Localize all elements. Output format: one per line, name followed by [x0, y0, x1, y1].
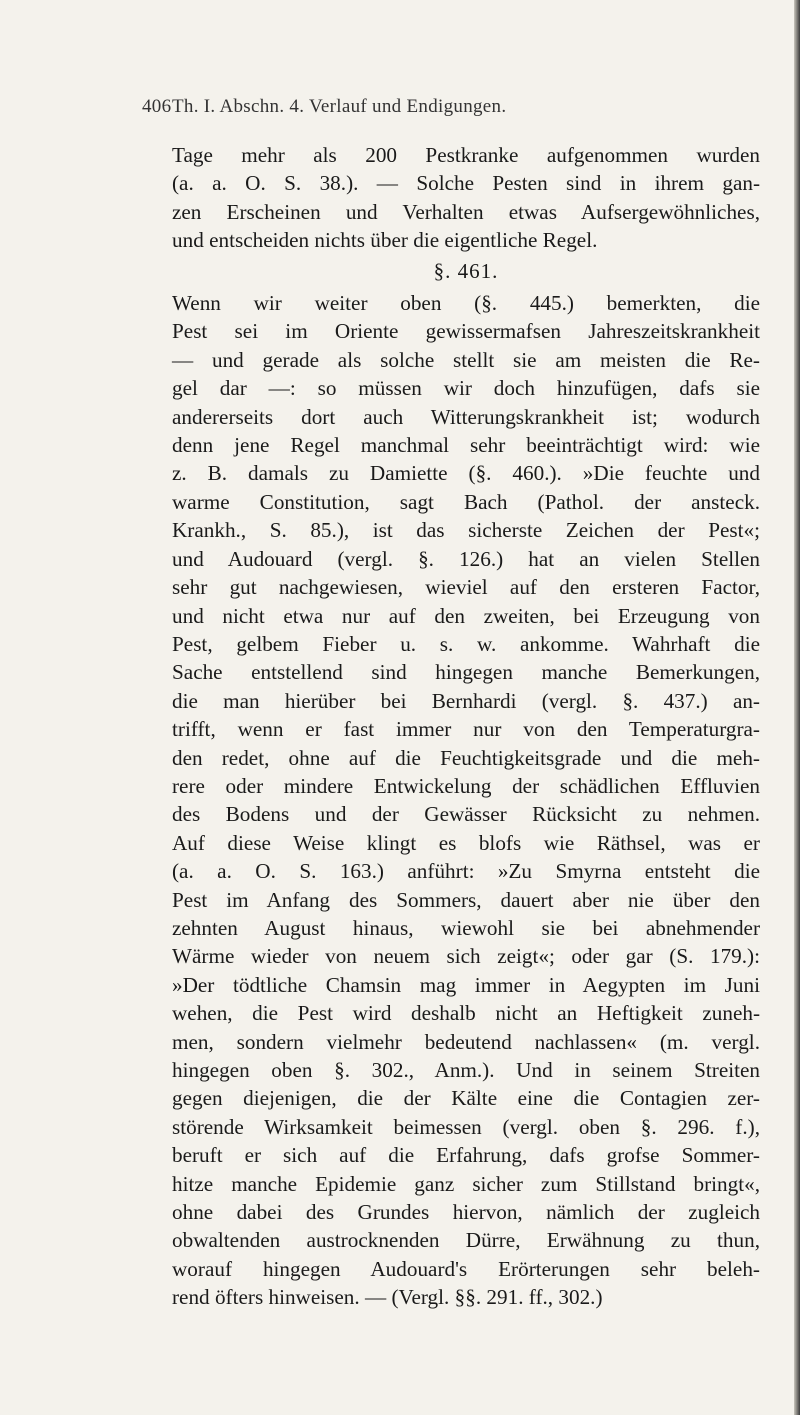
text-line: rend öfters hinweisen. — (Vergl. §§. 291. ff., 302.): [172, 1285, 603, 1310]
text-line: Pest im Anfang des Sommers, dauert aber nie über den: [172, 887, 760, 912]
paragraph-1: [172, 141, 760, 255]
text-line: warme Constitution, sagt Bach (Pathol. der ansteck.: [172, 489, 760, 514]
text-line: (a. a. O. S. 163.) anführt: »Zu Smyrna entsteht die: [172, 859, 760, 884]
text-line: z. B. damals zu Damiette (§. 460.). »Die feuchte und: [172, 461, 760, 486]
text-line: Pest sei im Oriente gewissermafsen Jahreszeitskrankheit: [172, 319, 760, 344]
text-line: Tage mehr als 200 Pestkranke aufgenommen wurden: [172, 143, 760, 167]
text-line: rere oder mindere Entwickelung der schädlichen Effluvien: [172, 773, 760, 798]
text-line: worauf hingegen Audouard's Erörterungen sehr beleh-: [172, 1256, 760, 1281]
text-line: den redet, ohne auf die Feuchtigkeitsgrade und die meh-: [172, 745, 760, 770]
text-line: denn jene Regel manchmal sehr beeinträchtigt wird: wie: [172, 433, 760, 458]
text-line: — und gerade als solche stellt sie am meisten die Re-: [172, 347, 760, 372]
text-line: zen Erscheinen und Verhalten etwas Aufsergewöhnliches,: [172, 199, 760, 224]
text-line: Wenn wir weiter oben (§. 445.) bemerkten, die: [172, 291, 760, 316]
section-heading: §. 461.: [433, 258, 499, 283]
text-line: zehnten August hinaus, wiewohl sie bei abnehmender: [172, 915, 760, 940]
text-line: andererseits dort auch Witterungskrankheit ist; wodurch: [172, 404, 760, 429]
text-line: hingegen oben §. 302., Anm.). Und in seinem Streiten: [172, 1058, 760, 1082]
text-line: die man hierüber bei Bernhardi (vergl. §. 437.) an-: [172, 688, 760, 713]
text-line: gel dar —: so müssen wir doch hinzufügen, dafs sie: [172, 376, 760, 401]
text-line: hitze manche Epidemie ganz sicher zum Stillstand bringt«,: [172, 1171, 760, 1196]
running-title: Th. I. Abschn. 4. Verlauf und Endigungen.: [172, 96, 507, 117]
text-line: beruft er sich auf die Erfahrung, dafs grofse Sommer-: [172, 1143, 760, 1168]
text-line: gegen diejenigen, die der Kälte eine die Contagien zer-: [172, 1086, 760, 1111]
text-line: men, sondern vielmehr bedeutend nachlassen« (m. vergl.: [172, 1029, 760, 1054]
text-line: und nicht etwa nur auf den zweiten, bei Erzeugung von: [172, 603, 760, 628]
body-text: [172, 141, 760, 1312]
running-header: [142, 96, 507, 118]
text-line: Sache entstellend sind hingegen manche Bemerkungen,: [172, 660, 760, 685]
text-line: (a. a. O. S. 38.). — Solche Pesten sind in ihrem gan-: [172, 171, 760, 196]
text-line: des Bodens und der Gewässer Rücksicht zu nehmen.: [172, 802, 760, 827]
text-line: Krankh., S. 85.), ist das sicherste Zeichen der Pest«;: [172, 518, 760, 543]
page-edge-shadow: [794, 0, 800, 1415]
text-line: sehr gut nachgewiesen, wieviel auf den ersteren Factor,: [172, 575, 760, 600]
text-line: Pest, gelbem Fieber u. s. w. ankomme. Wahrhaft die: [172, 631, 760, 656]
text-line: Wärme wieder von neuem sich zeigt«; oder gar (S. 179.):: [172, 944, 760, 969]
paragraph-2: [172, 289, 760, 1312]
page-number: 406: [142, 96, 172, 117]
text-line: Auf diese Weise klingt es blofs wie Räthsel, was er: [172, 830, 760, 855]
text-line: »Der tödtliche Chamsin mag immer in Aegypten im Juni: [172, 972, 760, 997]
text-line: wehen, die Pest wird deshalb nicht an Heftigkeit zuneh-: [172, 1001, 760, 1026]
text-line: störende Wirksamkeit beimessen (vergl. oben §. 296. f.),: [172, 1114, 760, 1139]
text-line: obwaltenden austrocknenden Dürre, Erwähnung zu thun,: [172, 1228, 760, 1253]
text-line: ohne dabei des Grundes hiervon, nämlich der zugleich: [172, 1200, 760, 1225]
text-line: und Audouard (vergl. §. 126.) hat an vielen Stellen: [172, 546, 760, 571]
text-line: und entscheiden nichts über die eigentliche Regel.: [172, 228, 598, 253]
text-line: trifft, wenn er fast immer nur von den Temperaturgra-: [172, 717, 760, 742]
